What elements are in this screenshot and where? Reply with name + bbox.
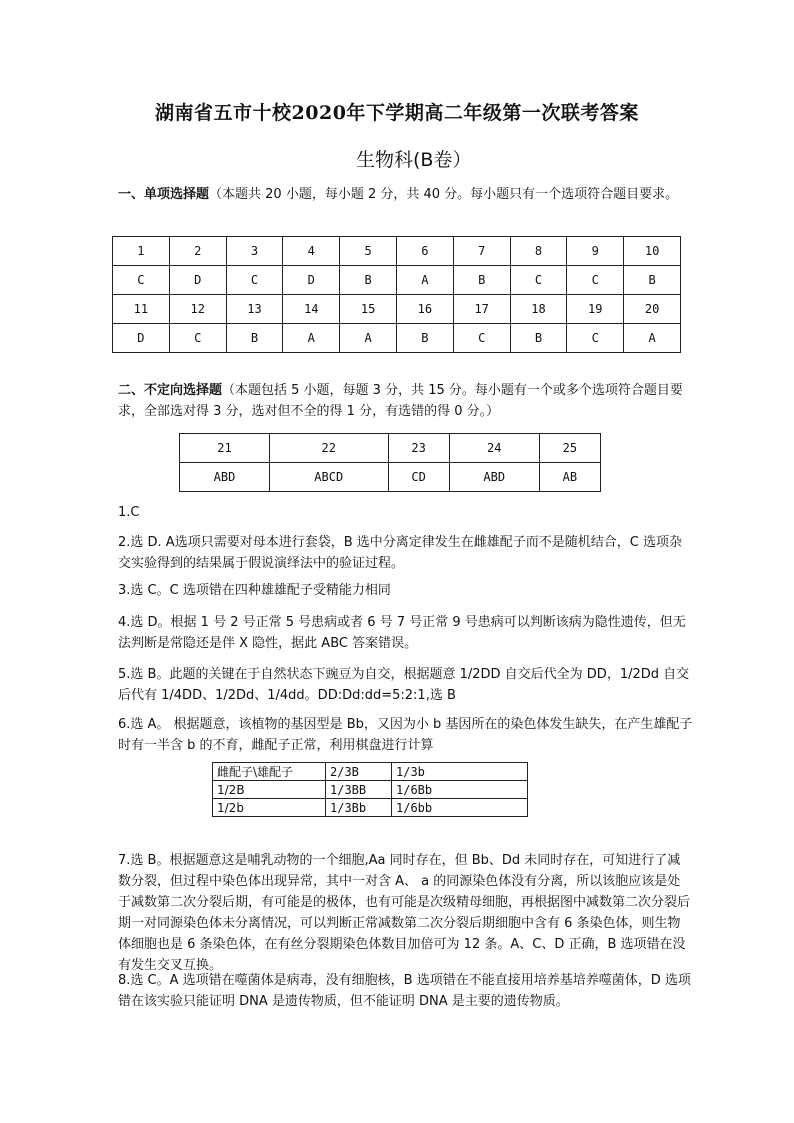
table-cell: C: [226, 266, 283, 295]
explanation-q3: 3.选 C。C 选项错在四种雄雄配子受精能力相同: [118, 583, 391, 598]
table-cell: C: [510, 266, 567, 295]
single-choice-answer-table: [112, 236, 681, 353]
table-cell: C: [113, 266, 170, 295]
table-cell: 17: [453, 295, 510, 324]
table-cell: C: [567, 324, 624, 353]
table-cell: 24: [449, 434, 539, 463]
table-cell: ABD: [449, 463, 539, 492]
punnett-square-table: [212, 762, 528, 817]
table-row: [213, 763, 528, 781]
table-cell: 23: [388, 434, 449, 463]
table-cell: AB: [539, 463, 600, 492]
table-cell: 10: [624, 237, 681, 266]
table-cell: 1/6Bb: [392, 781, 528, 799]
table-cell: 21: [180, 434, 270, 463]
explanation-q4: 4.选 D。根据 1 号 2 号正常 5 号患病或者 6 号 7 号正常 9 号患病可以判断该病为隐性遗传，但无法判断是常隐还是伴 X 隐性，据此 ABC 答案错误。: [118, 615, 686, 651]
section2-desc: （本题包括 5 小题，每题 3 分，共 15 分。每小题有一个或多个选项符合题目要求，全部选对得 3 分，选对但不全的得 1 分，有选错的得 0 分。）: [118, 383, 683, 419]
table-cell: 25: [539, 434, 600, 463]
table-row: [113, 237, 681, 266]
section2-intro: [118, 380, 693, 422]
table-cell: C: [567, 266, 624, 295]
table-cell: 14: [283, 295, 340, 324]
table-row: [113, 266, 681, 295]
table-cell: B: [226, 324, 283, 353]
table-cell: A: [340, 324, 397, 353]
table-cell: 雌配子\雄配子: [213, 763, 326, 781]
table-cell: 15: [340, 295, 397, 324]
table-cell: B: [624, 266, 681, 295]
table-cell: 4: [283, 237, 340, 266]
table-cell: 1/2B: [213, 781, 326, 799]
table-cell: B: [510, 324, 567, 353]
table-cell: 5: [340, 237, 397, 266]
table-cell: 1/3b: [392, 763, 528, 781]
table-cell: 1/6bb: [392, 799, 528, 817]
explanation-q1: 1.C: [118, 505, 140, 520]
table-cell: C: [453, 324, 510, 353]
table-cell: 11: [113, 295, 170, 324]
section1-desc: （本题共 20 小题，每小题 2 分，共 40 分。每小题只有一个选项符合题目要求。: [209, 187, 679, 202]
document-subtitle: 生物科(B卷）: [356, 149, 472, 171]
section1-heading: 一、单项选择题: [118, 187, 210, 202]
table-cell: B: [340, 266, 397, 295]
table-cell: 19: [567, 295, 624, 324]
table-cell: A: [624, 324, 681, 353]
table-cell: D: [169, 266, 226, 295]
table-cell: CD: [388, 463, 449, 492]
table-cell: 1: [113, 237, 170, 266]
table-cell: C: [169, 324, 226, 353]
table-cell: 3: [226, 237, 283, 266]
explanation-q5: 5.选 B。此题的关键在于自然状态下豌豆为自交，根据题意 1/2DD 自交后代全为 DD，1/2Dd 自交后代有 1/4DD、1/2Dd、1/4dd。DD:Dd:dd=5:2:1,选 B: [118, 667, 690, 703]
table-row: [180, 434, 601, 463]
table-cell: 9: [567, 237, 624, 266]
explanation-q6: 6.选 A。 根据题意，该植物的基因型是 Bb，又因为小 b 基因所在的染色体发生缺失，在产生雄配子时有一半含 b 的不育，雌配子正常，利用棋盘进行计算: [118, 717, 693, 753]
table-cell: 2: [169, 237, 226, 266]
table-row: [213, 799, 528, 817]
explanation-q8: 8.选 C。A 选项错在噬菌体是病毒，没有细胞核，B 选项错在不能直接用培养基培养噬菌体，D 选项错在该实验只能证明 DNA 是遗传物质，但不能证明 DNA 是主要的遗传物质。: [118, 973, 691, 1009]
table-row: [180, 463, 601, 492]
table-cell: 1/3Bb: [326, 799, 392, 817]
table-cell: 8: [510, 237, 567, 266]
document-title: 湖南省五市十校2020年下学期高二年级第一次联考答案: [155, 102, 639, 124]
table-cell: 16: [396, 295, 453, 324]
section2-heading: 二、不定向选择题: [118, 383, 223, 398]
table-cell: 7: [453, 237, 510, 266]
table-cell: 12: [169, 295, 226, 324]
table-cell: 13: [226, 295, 283, 324]
table-cell: ABCD: [269, 463, 388, 492]
multi-choice-answer-table: [179, 433, 601, 492]
table-cell: 18: [510, 295, 567, 324]
table-cell: ABD: [180, 463, 270, 492]
section1-intro: [118, 184, 693, 205]
table-row: [213, 781, 528, 799]
table-cell: 20: [624, 295, 681, 324]
table-cell: D: [113, 324, 170, 353]
table-cell: 1/3BB: [326, 781, 392, 799]
table-cell: B: [453, 266, 510, 295]
table-cell: 1/2b: [213, 799, 326, 817]
explanation-q7: 7.选 B。根据题意这是哺乳动物的一个细胞,Aa 同时存在，但 Bb、Dd 未同时存在，可知进行了减数分裂，但过程中染色体出现异常，其中一对含 A、 a 的同源染色体没有分离，所以该胞应该是处于减数第二次分裂后期，有可能是的极体，也有可能是次级精母细胞，再根据图中减数第二次分裂后期一对同源染色体未分离情况，可以判断正常减数第二次分裂后期细胞中含有 6 条染色体，则生物体细胞也是 6 条染色体，在有丝分裂期染色体数目加倍可为 12 条。A、C、D 正确，B 选项错在没有发生交叉互换。: [118, 853, 691, 973]
table-cell: 22: [269, 434, 388, 463]
table-cell: 6: [396, 237, 453, 266]
table-row: [113, 324, 681, 353]
table-cell: 2/3B: [326, 763, 392, 781]
explanation-q2: 2.选 D. A选项只需要对母本进行套袋，B 选中分离定律发生在雌雄配子而不是随机结合，C 选项杂交实验得到的结果属于假说演绎法中的验证过程。: [118, 535, 682, 571]
table-cell: A: [283, 324, 340, 353]
table-cell: D: [283, 266, 340, 295]
table-cell: B: [396, 324, 453, 353]
table-row: [113, 295, 681, 324]
table-cell: A: [396, 266, 453, 295]
